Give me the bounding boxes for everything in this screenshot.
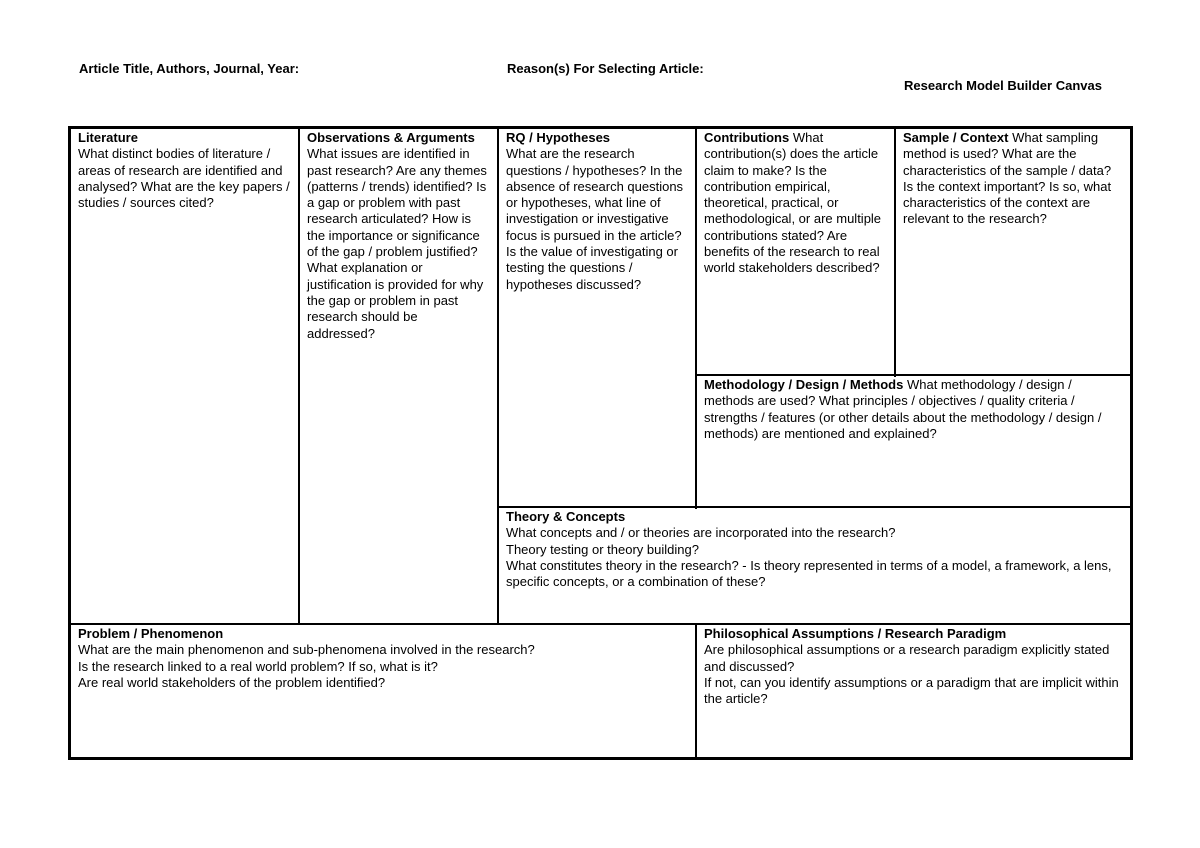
rq-hypotheses-body: What are the research questions / hypotheses? In the absence of research questions or hypotheses, what line of investigation or investigative focus is pursued in the article? Is the value of investigating or testing the questions / hypotheses discussed? <box>506 146 684 292</box>
methodology-body: What methodology / design / methods are used? What principles / objectives / quality criteria / strengths / features (or other details about the methodology / design / methods) are mentioned and explained? <box>704 377 1102 441</box>
philosophical-line-2: If not, can you identify assumptions or a paradigm that are implicit within the article? <box>704 674 1119 707</box>
canvas-title: Research Model Builder Canvas <box>904 78 1102 93</box>
literature-cell[interactable] <box>71 129 299 623</box>
problem-phenomenon-line-2: Is the research linked to a real world problem? If so, what is it? <box>78 658 438 674</box>
theory-concepts-cell[interactable] <box>499 508 1130 623</box>
observations-body: What issues are identified in past research? Are any themes (patterns / trends) identified? Is a gap or problem with past research articulated? How is the importance or significance of the gap / problem justified? What explanation or justification is provided for why the gap or problem in past research should be addressed? <box>307 146 487 341</box>
problem-phenomenon-title: Problem / Phenomenon <box>78 626 224 641</box>
philosophical-line-1: Are philosophical assumptions or a research paradigm explicitly stated and discussed? <box>704 642 1110 674</box>
problem-phenomenon-line-3: Are real world stakeholders of the problem identified? <box>78 674 386 690</box>
observations-cell[interactable] <box>300 129 497 623</box>
sample-context-body: What sampling method is used? What are the characteristics of the sample / data? Is the context important? Is so, what characteristics of the context are relevant to the research? <box>903 130 1112 227</box>
literature-title: Literature <box>78 130 138 145</box>
reasons-label: Reason(s) For Selecting Article: <box>507 61 704 76</box>
contributions-title: Contributions <box>704 130 790 145</box>
philosophical-cell[interactable] <box>697 625 1130 757</box>
philosophical-title: Philosophical Assumptions / Research Paradigm <box>704 626 1007 641</box>
sample-context-cell[interactable] <box>896 129 1130 374</box>
theory-concepts-line-2: Theory testing or theory building? <box>506 541 699 557</box>
theory-concepts-line-3: What constitutes theory in the research? - Is theory represented in terms of a model, a framework, a lens, specific concepts, or a combination of these? <box>506 557 1112 590</box>
research-canvas <box>68 126 1133 760</box>
rq-hypotheses-title: RQ / Hypotheses <box>506 130 611 145</box>
methodology-title: Methodology / Design / Methods <box>704 377 904 392</box>
rq-hypotheses-cell[interactable] <box>499 129 695 506</box>
literature-body: What distinct bodies of literature / areas of research are identified and analysed? What are the key papers / studies / sources cited? <box>78 146 290 211</box>
sample-context-title: Sample / Context <box>903 130 1009 145</box>
observations-title: Observations & Arguments <box>307 130 475 145</box>
theory-concepts-line-1: What concepts and / or theories are incorporated into the research? <box>506 525 896 541</box>
contributions-cell[interactable] <box>697 129 894 374</box>
article-info-label: Article Title, Authors, Journal, Year: <box>79 61 300 76</box>
problem-phenomenon-cell[interactable] <box>71 625 695 757</box>
contributions-body: What contribution(s) does the article claim to make? Is the contribution empirical, theoretical, practical, or methodological, or are multiple contributions stated? Are benefits of the research to real world stakeholders described? <box>704 130 882 276</box>
methodology-cell[interactable] <box>697 376 1130 506</box>
theory-concepts-title: Theory & Concepts <box>506 509 626 524</box>
problem-phenomenon-line-1: What are the main phenomenon and sub-phenomena involved in the research? <box>78 642 535 658</box>
